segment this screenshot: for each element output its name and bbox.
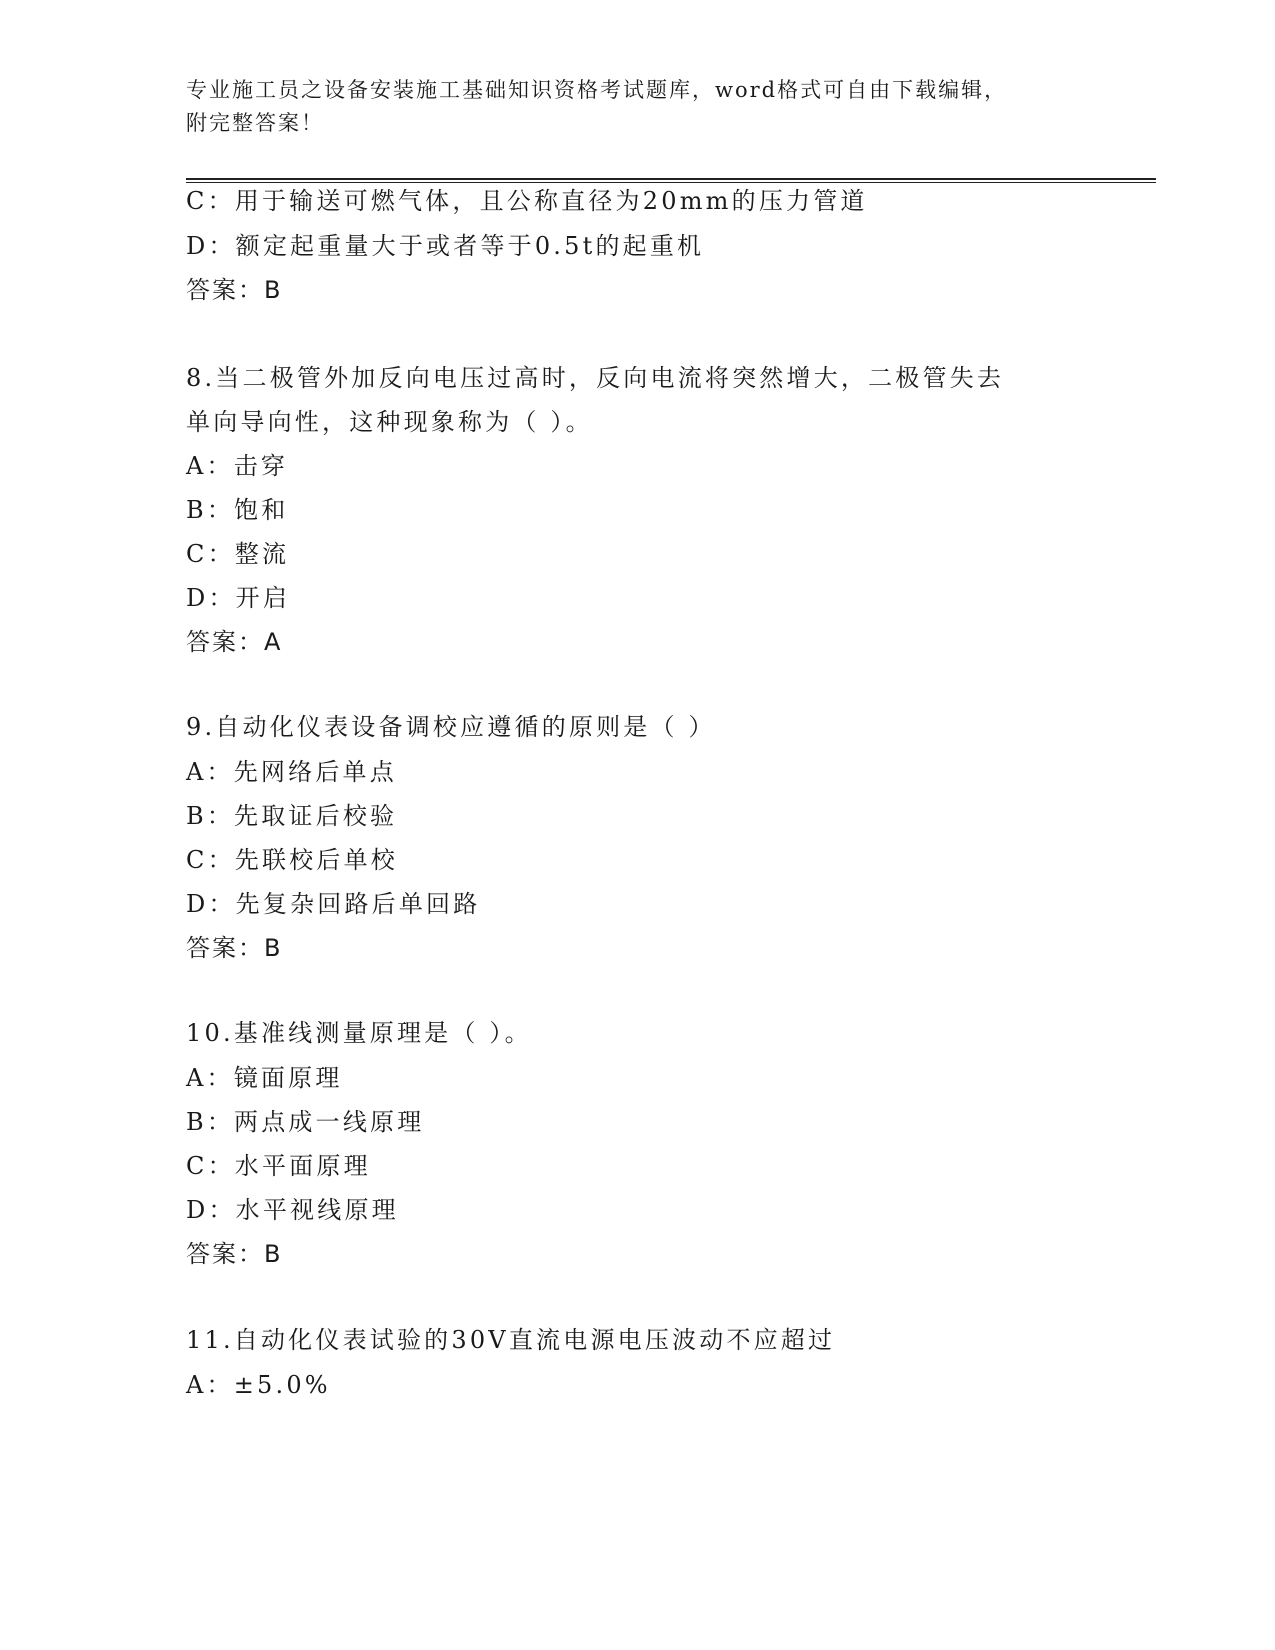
q9-option-a: A：先网络后单点 <box>186 758 397 786</box>
header-divider-thin <box>186 182 1156 183</box>
q11-option-a: A：±5.0% <box>186 1371 331 1399</box>
q9-answer: 答案：B <box>186 934 283 962</box>
q9-option-d: D：先复杂回路后单回路 <box>186 890 481 918</box>
q8-answer: 答案：A <box>186 628 283 656</box>
q8-option-b: B：饱和 <box>186 496 289 524</box>
q8-option-a: A：击穿 <box>186 452 289 480</box>
q9-option-c: C：先联校后单校 <box>186 846 398 874</box>
q10-option-d: D：水平视线原理 <box>186 1196 399 1224</box>
q10-option-c: C：水平面原理 <box>186 1152 371 1180</box>
q10-answer: 答案：B <box>186 1240 283 1268</box>
q9-stem: 9.自动化仪表设备调校应遵循的原则是（ ） <box>186 713 716 741</box>
q8-stem-line-1: 8.当二极管外加反向电压过高时，反向电流将突然增大，二极管失去 <box>186 364 1005 392</box>
q8-option-d: D：开启 <box>186 584 291 612</box>
q7-answer: 答案：B <box>186 276 283 304</box>
q10-option-b: B：两点成一线原理 <box>186 1108 425 1136</box>
q11-stem: 11.自动化仪表试验的30V直流电源电压波动不应超过 <box>186 1326 836 1354</box>
q7-option-c: C：用于输送可燃气体，且公称直径为20mm的压力管道 <box>186 187 868 215</box>
header-divider-thick <box>186 178 1156 180</box>
header-line-1: 专业施工员之设备安装施工基础知识资格考试题库，word格式可自由下载编辑， <box>186 78 1008 102</box>
q10-stem: 10.基准线测量原理是（ ）。 <box>186 1019 532 1047</box>
q8-option-c: C：整流 <box>186 540 290 568</box>
q7-option-d: D：额定起重量大于或者等于0.5t的起重机 <box>186 232 705 260</box>
q10-option-a: A：镜面原理 <box>186 1064 343 1092</box>
q8-stem-line-2: 单向导向性，这种现象称为（ ）。 <box>186 408 593 436</box>
header-line-2: 附完整答案！ <box>186 111 324 135</box>
document-header <box>186 74 1076 140</box>
q9-option-b: B：先取证后校验 <box>186 802 398 830</box>
